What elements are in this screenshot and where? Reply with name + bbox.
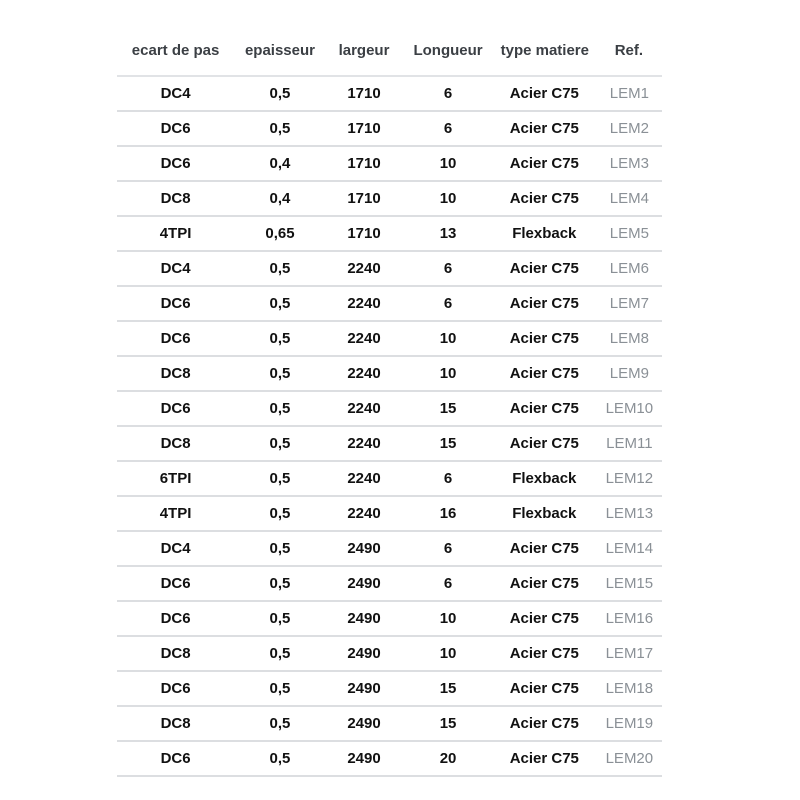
epaisseur-cell: 0,5 <box>234 566 326 601</box>
table-row[interactable] <box>117 706 662 741</box>
type-matiere-cell: Acier C75 <box>494 706 596 741</box>
epaisseur-cell: 0,5 <box>234 426 326 461</box>
ref-cell: LEM1 <box>596 76 662 111</box>
type-matiere-cell: Flexback <box>494 216 596 251</box>
ref-cell: LEM5 <box>596 216 662 251</box>
ecart-de-pas-cell: DC4 <box>117 76 234 111</box>
table-header <box>117 28 662 76</box>
largeur-cell: 2490 <box>326 601 402 636</box>
largeur-cell: 1710 <box>326 216 402 251</box>
ecart-de-pas-cell: DC4 <box>117 531 234 566</box>
ref-cell: LEM9 <box>596 356 662 391</box>
longueur-cell: 6 <box>402 111 494 146</box>
epaisseur-cell: 0,5 <box>234 741 326 776</box>
ecart-de-pas-cell: DC6 <box>117 566 234 601</box>
type-matiere-cell: Acier C75 <box>494 531 596 566</box>
epaisseur-cell: 0,5 <box>234 706 326 741</box>
longueur-cell: 6 <box>402 531 494 566</box>
table-row[interactable] <box>117 391 662 426</box>
largeur-cell: 2240 <box>326 356 402 391</box>
longueur-cell: 6 <box>402 566 494 601</box>
type-matiere-cell: Acier C75 <box>494 251 596 286</box>
largeur-cell: 2240 <box>326 321 402 356</box>
table-row[interactable] <box>117 111 662 146</box>
column-header-largeur[interactable]: largeur <box>326 28 402 76</box>
largeur-cell: 2490 <box>326 636 402 671</box>
epaisseur-cell: 0,5 <box>234 356 326 391</box>
ref-cell: LEM13 <box>596 496 662 531</box>
epaisseur-cell: 0,4 <box>234 181 326 216</box>
ref-cell: LEM15 <box>596 566 662 601</box>
epaisseur-cell: 0,5 <box>234 461 326 496</box>
table-row[interactable] <box>117 181 662 216</box>
ecart-de-pas-cell: DC6 <box>117 146 234 181</box>
table-row[interactable] <box>117 321 662 356</box>
type-matiere-cell: Acier C75 <box>494 76 596 111</box>
type-matiere-cell: Acier C75 <box>494 601 596 636</box>
ref-cell: LEM7 <box>596 286 662 321</box>
ecart-de-pas-cell: DC6 <box>117 671 234 706</box>
ecart-de-pas-cell: DC8 <box>117 356 234 391</box>
column-header-epaisseur[interactable]: epaisseur <box>234 28 326 76</box>
longueur-cell: 15 <box>402 706 494 741</box>
type-matiere-cell: Acier C75 <box>494 111 596 146</box>
ref-cell: LEM4 <box>596 181 662 216</box>
ref-cell: LEM19 <box>596 706 662 741</box>
table-row[interactable] <box>117 76 662 111</box>
ecart-de-pas-cell: 4TPI <box>117 216 234 251</box>
epaisseur-cell: 0,5 <box>234 76 326 111</box>
largeur-cell: 1710 <box>326 181 402 216</box>
epaisseur-cell: 0,5 <box>234 251 326 286</box>
table-row[interactable] <box>117 426 662 461</box>
type-matiere-cell: Acier C75 <box>494 426 596 461</box>
ecart-de-pas-cell: DC6 <box>117 601 234 636</box>
type-matiere-cell: Acier C75 <box>494 356 596 391</box>
longueur-cell: 10 <box>402 146 494 181</box>
largeur-cell: 2490 <box>326 741 402 776</box>
longueur-cell: 16 <box>402 496 494 531</box>
epaisseur-cell: 0,5 <box>234 286 326 321</box>
table-row[interactable] <box>117 496 662 531</box>
product-table <box>117 28 662 777</box>
ecart-de-pas-cell: DC8 <box>117 181 234 216</box>
table-row[interactable] <box>117 566 662 601</box>
table-row[interactable] <box>117 461 662 496</box>
ref-cell: LEM11 <box>596 426 662 461</box>
ref-cell: LEM18 <box>596 671 662 706</box>
ecart-de-pas-cell: DC4 <box>117 251 234 286</box>
table-row[interactable] <box>117 636 662 671</box>
table-row[interactable] <box>117 286 662 321</box>
table-row[interactable] <box>117 601 662 636</box>
longueur-cell: 10 <box>402 181 494 216</box>
type-matiere-cell: Acier C75 <box>494 741 596 776</box>
largeur-cell: 2240 <box>326 251 402 286</box>
type-matiere-cell: Acier C75 <box>494 321 596 356</box>
ecart-de-pas-cell: DC8 <box>117 426 234 461</box>
epaisseur-cell: 0,5 <box>234 671 326 706</box>
largeur-cell: 2240 <box>326 496 402 531</box>
ecart-de-pas-cell: 6TPI <box>117 461 234 496</box>
longueur-cell: 15 <box>402 671 494 706</box>
ref-cell: LEM20 <box>596 741 662 776</box>
largeur-cell: 2240 <box>326 391 402 426</box>
ecart-de-pas-cell: DC6 <box>117 391 234 426</box>
ecart-de-pas-cell: DC6 <box>117 286 234 321</box>
column-header-longueur[interactable]: Longueur <box>402 28 494 76</box>
type-matiere-cell: Flexback <box>494 496 596 531</box>
table-row[interactable] <box>117 741 662 776</box>
largeur-cell: 1710 <box>326 111 402 146</box>
epaisseur-cell: 0,5 <box>234 531 326 566</box>
ecart-de-pas-cell: DC6 <box>117 111 234 146</box>
header-row <box>117 28 662 76</box>
type-matiere-cell: Acier C75 <box>494 146 596 181</box>
type-matiere-cell: Acier C75 <box>494 181 596 216</box>
table-row[interactable] <box>117 216 662 251</box>
longueur-cell: 15 <box>402 426 494 461</box>
ecart-de-pas-cell: 4TPI <box>117 496 234 531</box>
ecart-de-pas-cell: DC6 <box>117 741 234 776</box>
largeur-cell: 2490 <box>326 531 402 566</box>
table-row[interactable] <box>117 146 662 181</box>
table-row[interactable] <box>117 671 662 706</box>
ref-cell: LEM16 <box>596 601 662 636</box>
column-header-ecart-de-pas[interactable]: ecart de pas <box>117 28 234 76</box>
table-row[interactable] <box>117 356 662 391</box>
column-header-type-matiere[interactable]: type matiere <box>494 28 596 76</box>
epaisseur-cell: 0,5 <box>234 636 326 671</box>
ecart-de-pas-cell: DC6 <box>117 321 234 356</box>
epaisseur-cell: 0,4 <box>234 146 326 181</box>
table-row[interactable] <box>117 251 662 286</box>
ref-cell: LEM12 <box>596 461 662 496</box>
table-body <box>117 76 662 776</box>
ref-cell: LEM10 <box>596 391 662 426</box>
longueur-cell: 6 <box>402 251 494 286</box>
epaisseur-cell: 0,65 <box>234 216 326 251</box>
epaisseur-cell: 0,5 <box>234 496 326 531</box>
type-matiere-cell: Acier C75 <box>494 391 596 426</box>
column-header-ref[interactable]: Ref. <box>596 28 662 76</box>
ref-cell: LEM8 <box>596 321 662 356</box>
largeur-cell: 2240 <box>326 461 402 496</box>
epaisseur-cell: 0,5 <box>234 111 326 146</box>
ecart-de-pas-cell: DC8 <box>117 636 234 671</box>
epaisseur-cell: 0,5 <box>234 321 326 356</box>
largeur-cell: 2240 <box>326 426 402 461</box>
ref-cell: LEM6 <box>596 251 662 286</box>
largeur-cell: 2240 <box>326 286 402 321</box>
longueur-cell: 6 <box>402 286 494 321</box>
largeur-cell: 2490 <box>326 706 402 741</box>
epaisseur-cell: 0,5 <box>234 391 326 426</box>
type-matiere-cell: Acier C75 <box>494 286 596 321</box>
type-matiere-cell: Acier C75 <box>494 671 596 706</box>
ref-cell: LEM14 <box>596 531 662 566</box>
longueur-cell: 13 <box>402 216 494 251</box>
longueur-cell: 10 <box>402 636 494 671</box>
ref-cell: LEM3 <box>596 146 662 181</box>
longueur-cell: 10 <box>402 321 494 356</box>
longueur-cell: 10 <box>402 601 494 636</box>
longueur-cell: 20 <box>402 741 494 776</box>
type-matiere-cell: Acier C75 <box>494 566 596 601</box>
type-matiere-cell: Flexback <box>494 461 596 496</box>
largeur-cell: 2490 <box>326 671 402 706</box>
epaisseur-cell: 0,5 <box>234 601 326 636</box>
longueur-cell: 15 <box>402 391 494 426</box>
largeur-cell: 2490 <box>326 566 402 601</box>
longueur-cell: 10 <box>402 356 494 391</box>
ecart-de-pas-cell: DC8 <box>117 706 234 741</box>
type-matiere-cell: Acier C75 <box>494 636 596 671</box>
product-table-container <box>117 28 662 777</box>
largeur-cell: 1710 <box>326 76 402 111</box>
table-row[interactable] <box>117 531 662 566</box>
longueur-cell: 6 <box>402 461 494 496</box>
ref-cell: LEM2 <box>596 111 662 146</box>
longueur-cell: 6 <box>402 76 494 111</box>
ref-cell: LEM17 <box>596 636 662 671</box>
largeur-cell: 1710 <box>326 146 402 181</box>
